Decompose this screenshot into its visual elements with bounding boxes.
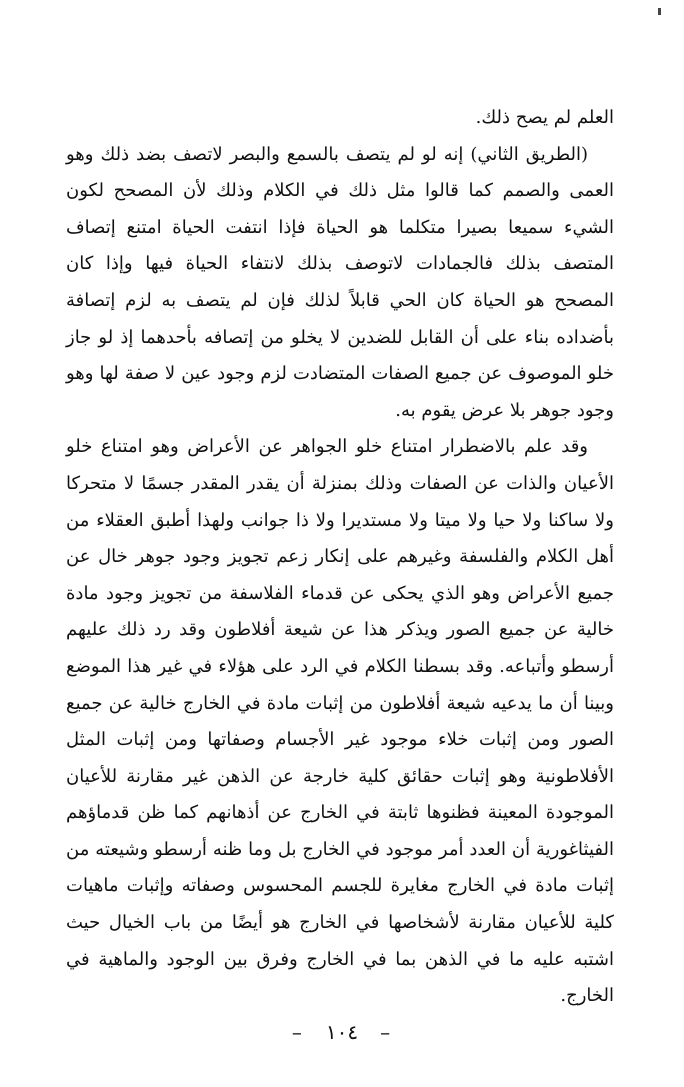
footer-dash-right: –: [380, 1020, 393, 1044]
page-footer: [0, 1020, 684, 1044]
scan-mark: [658, 8, 661, 15]
paragraph-1: العلم لم يصح ذلك.: [475, 107, 614, 128]
body-text: [66, 100, 614, 1015]
page-number: ١٠٤: [325, 1020, 359, 1044]
paragraph-2: (الطريق الثاني) إنه لو لم يتصف بالسمع والبصر لاتصف بضد ذلك وهو العمى والصمم كما قالوا مثل ذلك في الكلام وذلك لأن المصحح لكون الشيء سميعا بصيرا متكلما هو الحياة فإذا انتفت الحياة امتنع إتصاف المتصف بذلك فالجمادات لاتوصف بذلك لانتفاء الحياة فيها وإذا كان المصحح هو الحياة كان الحي قابلاً لذلك فإن لم يتصف به لزم إتصافة بأضداده بناء على أن القابل للضدين لا يخلو من إتصافه بأحدهما إذ لو جاز خلو الموصوف عن جميع الصفات المتضادت لزم وجود عين لا صفة لها وهو وجود جوهر بلا عرض يقوم به.: [66, 143, 614, 421]
footer-dash-left: –: [291, 1020, 304, 1044]
paragraph-3: وقد علم بالاضطرار امتناع خلو الجواهر عن الأعراض وهو امتناع خلو الأعيان والذات عن الصفات وذلك بمنزلة أن يقدر المقدر جسمًا لا متحركا ولا ساكنا ولا حيا ولا ميتا ولا مستديرا ولا ذا جوانب ولهذا أطبق العقلاء من أهل الكلام والفلسفة وغيرهم على إنكار زعم تجويز وجود جوهر خال عن جميع الأعراض وهو الذي يحكى عن قدماء الفلاسفة من تجويز وجود مادة خالية عن جميع الصور ويذكر هذا عن شيعة أفلاطون وقد رد ذلك عليهم أرسطو وأتباعه. وقد بسطنا الكلام في الرد على هؤلاء في غير هذا الموضع وبينا أن ما يدعيه شيعة أفلاطون من إثبات مادة في الخارج خالية عن جميع الصور ومن إثبات خلاء موجود غير الأجسام وصفاتها ومن إثبات المثل الأفلاطونية وهو إثبات حقائق كلية خارجة عن الذهن غير مقارنة للأعيان الموجودة المعينة فظنوها ثابتة في الخارج عن أذهانهم كما ظن قدماؤهم الفيثاغورية أن العدد أمر موجود في الخارج بل وما ظنه أرسطو وشيعته من إثبات مادة في الخارج مغايرة للجسم المحسوس وصفاته وإثبات ماهيات كلية للأعيان مقارنة لأشخاصها في الخارج هو أيضًا من باب الخيال حيث اشتبه عليه ما في الذهن بما في الخارج وفرق بين الوجود والماهية في الخارج.: [66, 436, 614, 1007]
